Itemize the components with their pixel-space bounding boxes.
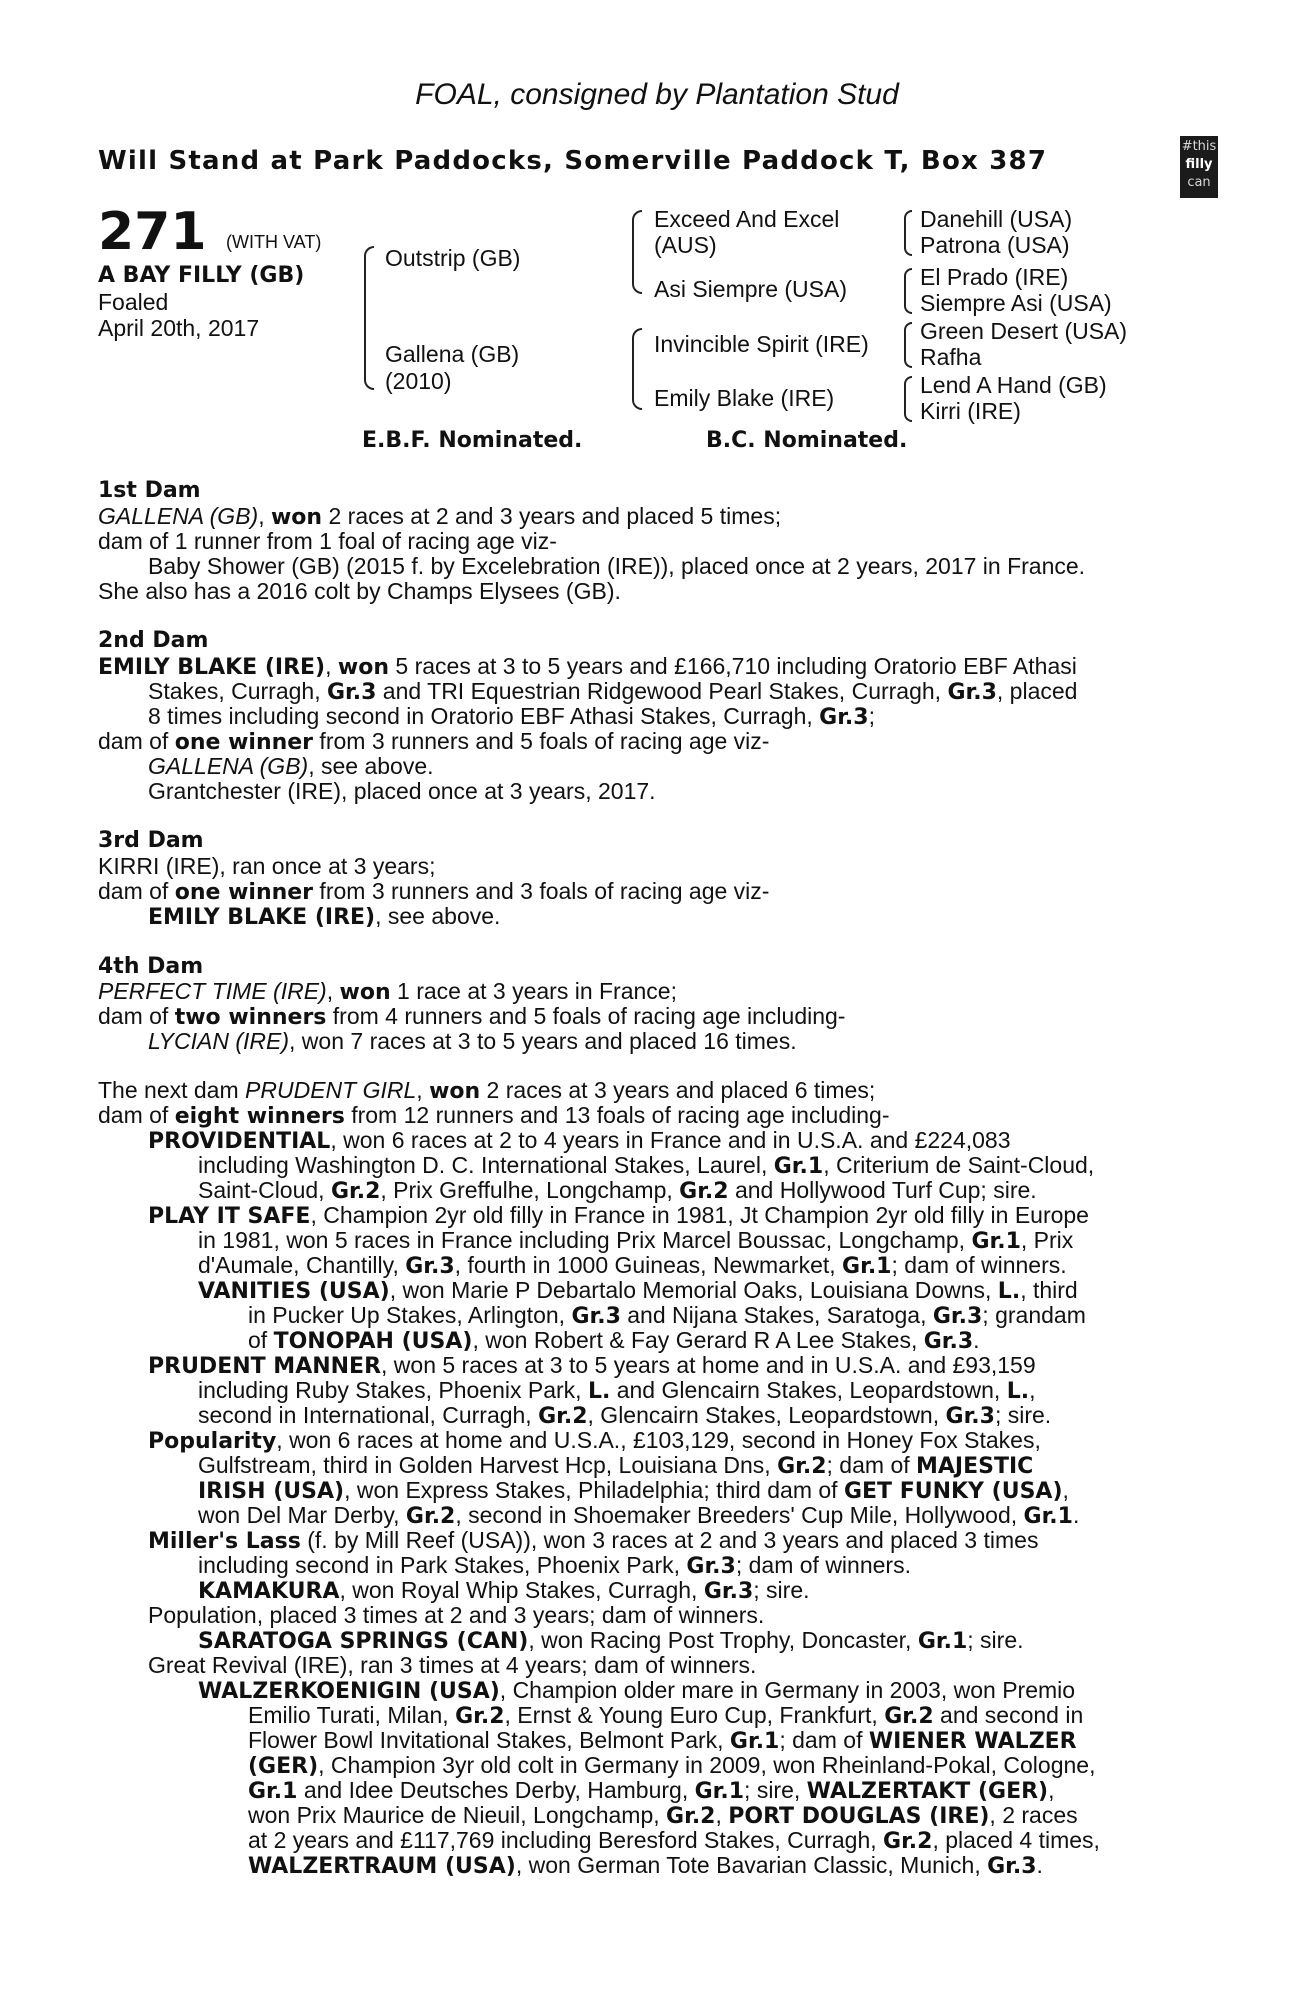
vat-note: (WITH VAT) <box>226 232 322 252</box>
sire-sire: Exceed And Excel <box>654 206 840 232</box>
gen3-brace-1 <box>904 210 912 256</box>
sire-brace <box>632 210 642 294</box>
dam3-line1: KIRRI (IRE), ran once at 3 years; <box>98 853 436 879</box>
prudentmanner-line2: including Ruby Stakes, Phoenix Park, L. and Glencairn Stakes, Leopardstown, L., <box>198 1377 1036 1404</box>
greatrevival-line: Great Revival (IRE), ran 3 times at 4 years; dam of winners. <box>148 1652 757 1678</box>
providential-line2: including Washington D. C. International Stakes, Laurel, Gr.1, Criterium de Saint-Cloud, <box>198 1152 1095 1179</box>
dam1-heading: 1st Dam <box>98 478 201 503</box>
dam-year: (2010) <box>385 368 452 394</box>
badge-word-1: #this <box>1181 139 1217 154</box>
walzer-line6: won Prix Maurice de Nieuil, Longchamp, Gr.2, PORT DOUGLAS (IRE), 2 races <box>248 1802 1078 1829</box>
gen3-brace-2 <box>904 268 912 314</box>
walzer-line7: at 2 years and £117,769 including Beresford Stakes, Curragh, Gr.2, placed 4 times, <box>248 1827 1100 1854</box>
dam-sire: Invincible Spirit (IRE) <box>654 331 869 357</box>
vanities-line2: in Pucker Up Stakes, Arlington, Gr.3 and Nijana Stakes, Saratoga, Gr.3; grandam <box>248 1302 1086 1329</box>
dam: Gallena (GB) <box>385 341 520 367</box>
dam2-line1: EMILY BLAKE (IRE), won 5 races at 3 to 5 years and £166,710 including Oratorio EBF Athasi <box>98 653 1077 680</box>
dam3-line2: dam of one winner from 3 runners and 3 foals of racing age viz- <box>98 878 770 905</box>
providential-line1: PROVIDENTIAL, won 6 races at 2 to 4 years in France and in U.S.A. and £224,083 <box>148 1127 1011 1154</box>
playitsafe-line1: PLAY IT SAFE, Champion 2yr old filly in France in 1981, Jt Champion 2yr old filly in Europe <box>148 1202 1089 1229</box>
gen3-4: Siempre Asi (USA) <box>920 290 1112 316</box>
dam3-heading: 3rd Dam <box>98 828 204 853</box>
popularity-line1: Popularity, won 6 races at home and U.S.A., £103,129, second in Honey Fox Stakes, <box>148 1427 1041 1454</box>
walzer-line8: WALZERTRAUM (USA), won German Tote Bavarian Classic, Munich, Gr.3. <box>248 1852 1043 1879</box>
dam-brace <box>632 328 642 410</box>
popularity-line4: won Del Mar Derby, Gr.2, second in Shoemaker Breeders' Cup Mile, Hollywood, Gr.1. <box>198 1502 1080 1529</box>
vanities-line1: VANITIES (USA), won Marie P Debartalo Memorial Oaks, Louisiana Downs, L., third <box>198 1277 1078 1304</box>
prudentmanner-line1: PRUDENT MANNER, won 5 races at 3 to 5 years at home and in U.S.A. and £93,159 <box>148 1352 1036 1379</box>
stand-location: Will Stand at Park Paddocks, Somerville Paddock T, Box 387 <box>98 146 1048 176</box>
dam2-heading: 2nd Dam <box>98 628 209 653</box>
dam2-line4: dam of one winner from 3 runners and 5 foals of racing age viz- <box>98 728 770 755</box>
sire-dam: Asi Siempre (USA) <box>654 276 847 302</box>
prudentmanner-line3: second in International, Curragh, Gr.2, Glencairn Stakes, Leopardstown, Gr.3; sire. <box>198 1402 1052 1429</box>
dam4-line1: PERFECT TIME (IRE), won 1 race at 3 years in France; <box>98 978 677 1005</box>
page-title: FOAL, consigned by Plantation Stud <box>415 78 899 111</box>
millerslass-line2: including second in Park Stakes, Phoenix Park, Gr.3; dam of winners. <box>198 1552 911 1579</box>
foaled-label: Foaled <box>98 289 169 315</box>
dam2-line6: Grantchester (IRE), placed once at 3 years, 2017. <box>148 778 656 804</box>
walzer-line5: Gr.1 and Idee Deutsches Derby, Hamburg, Gr.1; sire, WALZERTAKT (GER), <box>248 1777 1055 1804</box>
dam2-line2: Stakes, Curragh, Gr.3 and TRI Equestrian Ridgewood Pearl Stakes, Curragh, Gr.3, placed <box>148 678 1078 705</box>
gen3-6: Rafha <box>920 344 982 370</box>
walzer-line2: Emilio Turati, Milan, Gr.2, Ernst & Young Euro Cup, Frankfurt, Gr.2 and second in <box>248 1702 1084 1729</box>
millerslass-line1: Miller's Lass (f. by Mill Reef (USA)), won 3 races at 2 and 3 years and placed 3 times <box>148 1527 1039 1554</box>
foaled-date: April 20th, 2017 <box>98 315 260 341</box>
providential-line3: Saint-Cloud, Gr.2, Prix Greffulhe, Longchamp, Gr.2 and Hollywood Turf Cup; sire. <box>198 1177 1037 1204</box>
pedigree-brace <box>364 246 374 390</box>
popularity-line2: Gulfstream, third in Golden Harvest Hcp, Louisiana Dns, Gr.2; dam of MAJESTIC <box>198 1452 1034 1479</box>
dam2-line5: GALLENA (GB), see above. <box>148 753 434 779</box>
dam2-line3: 8 times including second in Oratorio EBF Athasi Stakes, Curragh, Gr.3; <box>148 703 875 730</box>
walzer-line1: WALZERKOENIGIN (USA), Champion older mare in Germany in 2003, won Premio <box>198 1677 1076 1704</box>
gen3-brace-3 <box>904 322 912 368</box>
dam1-line2: dam of 1 runner from 1 foal of racing age viz- <box>98 528 557 554</box>
gen3-brace-4 <box>904 376 912 422</box>
walzer-line4: (GER), Champion 3yr old colt in Germany in 2009, won Rheinland-Pokal, Cologne, <box>248 1752 1096 1779</box>
dam3-line3: EMILY BLAKE (IRE), see above. <box>148 903 501 930</box>
gen3-7: Lend A Hand (GB) <box>920 372 1107 398</box>
nextdam-line1: The next dam PRUDENT GIRL, won 2 races at 3 years and placed 6 times; <box>98 1077 876 1104</box>
this-filly-can-logo <box>1180 136 1218 198</box>
gen3-1: Danehill (USA) <box>920 206 1073 232</box>
dam1-line4: She also has a 2016 colt by Champs Elysees (GB). <box>98 578 621 604</box>
gen3-8: Kirri (IRE) <box>920 398 1021 424</box>
dam-dam: Emily Blake (IRE) <box>654 385 835 411</box>
horse-name: A BAY FILLY (GB) <box>98 263 305 288</box>
dam4-line3: LYCIAN (IRE), won 7 races at 3 to 5 years and placed 16 times. <box>148 1028 797 1054</box>
kamakura-line: KAMAKURA, won Royal Whip Stakes, Curragh, Gr.3; sire. <box>198 1577 810 1604</box>
nextdam-line2: dam of eight winners from 12 runners and 13 foals of racing age including- <box>98 1102 890 1129</box>
bc-nominated: B.C. Nominated. <box>706 428 908 453</box>
gen3-3: El Prado (IRE) <box>920 264 1069 290</box>
playitsafe-line3: d'Aumale, Chantilly, Gr.3, fourth in 1000 Guineas, Newmarket, Gr.1; dam of winners. <box>198 1252 1067 1279</box>
dam1-line3: Baby Shower (GB) (2015 f. by Excelebration (IRE)), placed once at 2 years, 2017 in France. <box>148 553 1086 579</box>
dam4-line2: dam of two winners from 4 runners and 5 foals of racing age including- <box>98 1003 846 1030</box>
popularity-line3: IRISH (USA), won Express Stakes, Philadelphia; third dam of GET FUNKY (USA), <box>198 1477 1069 1504</box>
population-line: Population, placed 3 times at 2 and 3 years; dam of winners. <box>148 1602 765 1628</box>
gen3-5: Green Desert (USA) <box>920 318 1128 344</box>
dam4-heading: 4th Dam <box>98 954 204 979</box>
dam1-line1: GALLENA (GB), won 2 races at 2 and 3 years and placed 5 times; <box>98 503 782 530</box>
sire-sire-country: (AUS) <box>654 232 717 258</box>
badge-word-2: filly <box>1185 157 1213 172</box>
ebf-nominated: E.B.F. Nominated. <box>362 428 583 453</box>
badge-word-3: can <box>1187 175 1211 190</box>
lot-number: 271 <box>98 202 207 262</box>
vanities-line3: of TONOPAH (USA), won Robert & Fay Gerard R A Lee Stakes, Gr.3. <box>248 1327 980 1354</box>
gen3-2: Patrona (USA) <box>920 232 1070 258</box>
saratoga-line: SARATOGA SPRINGS (CAN), won Racing Post Trophy, Doncaster, Gr.1; sire. <box>198 1627 1024 1654</box>
walzer-line3: Flower Bowl Invitational Stakes, Belmont Park, Gr.1; dam of WIENER WALZER <box>248 1727 1077 1754</box>
sire: Outstrip (GB) <box>385 245 521 271</box>
playitsafe-line2: in 1981, won 5 races in France including Prix Marcel Boussac, Longchamp, Gr.1, Prix <box>198 1227 1074 1254</box>
